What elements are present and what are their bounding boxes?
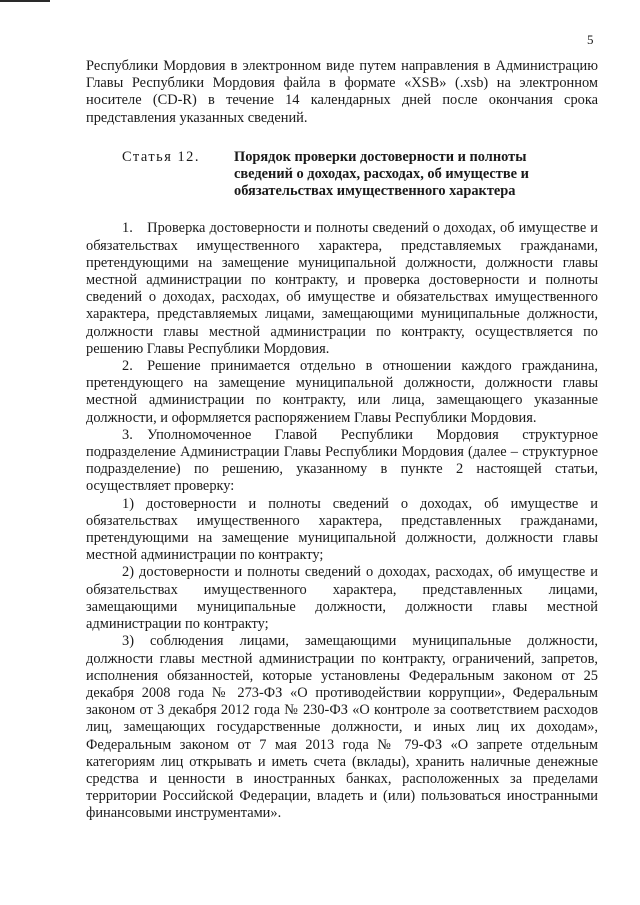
page-number: 5: [587, 32, 594, 47]
article-heading: [86, 149, 598, 201]
document-body: [86, 58, 598, 823]
article-label: Статья 12.: [122, 148, 200, 165]
article-title: Порядок проверки достоверности и полноты сведений о доходах, расходах, об имуществе и обязательствах имущественного характера: [234, 148, 529, 200]
subitem-3: 3) соблюдения лицами, замещающими муниципальные должности, должности главы местной администрации по контракту, ограничений, запретов, исполнения обязанностей, которые установлены Федеральным законом от 25 декабря 2008 года № 273-ФЗ «О противодействии коррупции», Федеральным законом от 3 декабря 2012 года № 230-ФЗ «О контроле за соответствием расходов лиц, замещающих государственные должности, и иных лиц их доходам», Федеральным законом от 7 мая 2013 года № 79-ФЗ «О запрете отдельным категориям лиц открывать и иметь счета (вклады), хранить наличные денежные средства и ценности в иностранных банках, расположенных за пределами территории Российской Федерации, владеть и (или) пользоваться иностранными финансовыми инструментами».: [86, 633, 598, 822]
paragraph-1: 1. Проверка достоверности и полноты сведений о доходах, об имуществе и обязательствах имущественного характера, представляемых гражданами, претендующими на замещение муниципальной должности, должности главы местной администрации по контракту, и проверка достоверности и полноты сведений о доходах, расходах, об имуществе и обязательствах имущественного характера, представляемых лицами, замещающими муниципальные должности, должности главы местной администрации по контракту, осуществляется по решению Главы Республики Мордовия.: [86, 220, 598, 357]
top-rule: [0, 0, 50, 2]
paragraph-2: 2. Решение принимается отдельно в отношении каждого гражданина, претендующего на замещение муниципальной должности, должности главы местной администрации по контракту, или лица, замещающего указанные должности, и оформляется распоряжением Главы Республики Мордовия.: [86, 358, 598, 426]
subitem-2: 2) достоверности и полноты сведений о доходах, расходах, об имуществе и обязательствах имущественного характера, представленных лицами, замещающими муниципальные должности, должности главы местной администрации по контракту;: [86, 564, 598, 633]
paragraph-3: 3. Уполномоченное Главой Республики Мордовия структурное подразделение Администрации Главы Республики Мордовия (далее – структурное подразделение) по решению, указанному в пункте 2 настоящей статьи, осуществляет проверку:: [86, 426, 598, 495]
subitem-1: 1) достоверности и полноты сведений о доходах, об имуществе и обязательствах имущественного характера, представленных гражданами, претендующими на замещение муниципальной должности, должности главы местной администрации по контракту;: [86, 495, 598, 564]
intro-paragraph: Республики Мордовия в электронном виде путем направления в Администрацию Главы Республики Мордовия файла в формате «XSB» (.xsb) на электронном носителе (CD-R) в течение 14 календарных дней после окончания срока представления указанных сведений.: [86, 58, 598, 126]
